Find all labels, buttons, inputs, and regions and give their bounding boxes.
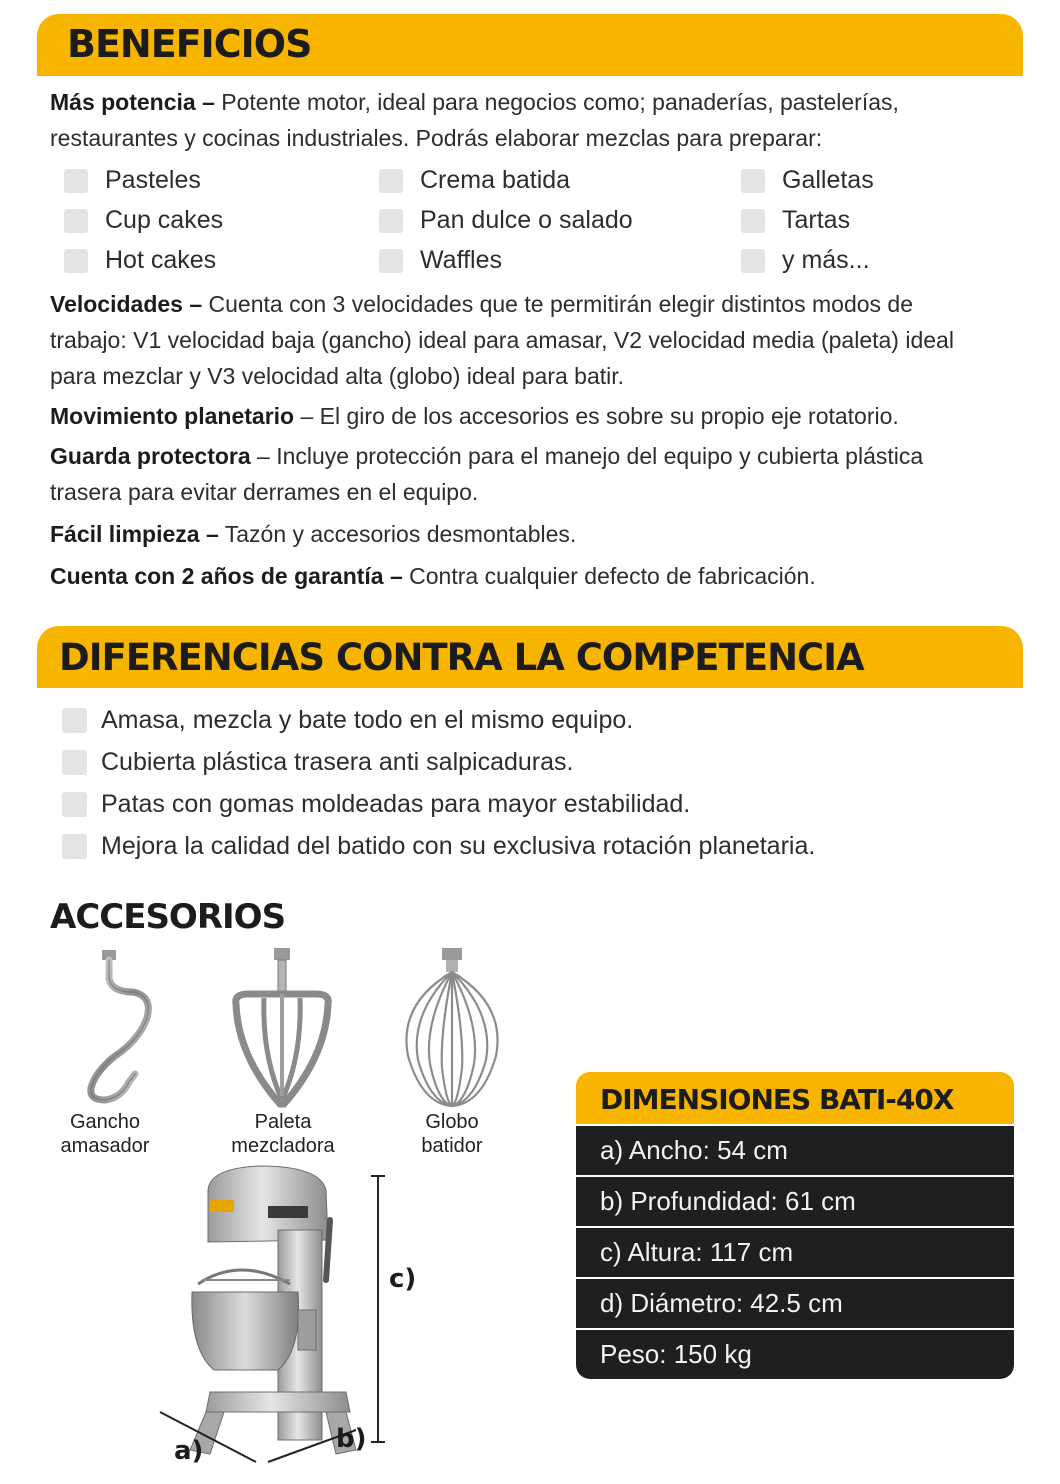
list-item-label: Pasteles xyxy=(105,166,201,194)
dimension-row: d) Diámetro: 42.5 cm xyxy=(576,1277,1014,1328)
list-item xyxy=(62,790,690,819)
guarda-label: Guarda protectora xyxy=(50,443,251,469)
checkbox-icon xyxy=(741,209,765,233)
checkbox-icon xyxy=(741,249,765,273)
accessory-label-paleta xyxy=(203,1110,363,1158)
dimensions-title: DIMENSIONES BATI-40X xyxy=(600,1083,954,1116)
list-item-label: Mejora la calidad del batido con su exclusiva rotación planetaria. xyxy=(101,832,816,860)
accessory-label-line: Paleta xyxy=(254,1111,312,1133)
diferencias-header xyxy=(37,626,1023,688)
dimension-label-a: a) xyxy=(174,1436,204,1466)
diferencias-title: DIFERENCIAS CONTRA LA COMPETENCIA xyxy=(59,636,864,679)
movimiento-paragraph xyxy=(50,398,1025,434)
checkbox-icon xyxy=(64,209,88,233)
checkbox-icon xyxy=(62,834,87,859)
velocidades-label: Velocidades – xyxy=(50,291,203,317)
wire-whisk-icon xyxy=(396,944,508,1114)
checkbox-icon xyxy=(62,750,87,775)
list-item-label: Hot cakes xyxy=(105,246,217,274)
dimension-row: b) Profundidad: 61 cm xyxy=(576,1175,1014,1226)
checkbox-icon xyxy=(741,169,765,193)
limpieza-text: Tazón y accesorios desmontables. xyxy=(224,521,577,547)
velocidades-line2: trabajo: V1 velocidad baja (gancho) ideal para amasar, V2 velocidad media (paleta) ideal xyxy=(50,327,954,353)
garantia-paragraph xyxy=(50,558,1025,594)
checkbox-icon xyxy=(379,209,403,233)
list-item xyxy=(62,706,633,735)
list-item xyxy=(379,246,502,275)
beneficios-header xyxy=(37,14,1023,76)
list-item-label: Pan dulce o salado xyxy=(420,206,633,234)
checkbox-icon xyxy=(64,249,88,273)
list-item-label: Crema batida xyxy=(420,166,571,194)
limpieza-label: Fácil limpieza – xyxy=(50,521,219,547)
mas-potencia-line1: Potente motor, ideal para negocios como; panaderías, pastelerías, xyxy=(221,89,899,115)
list-item xyxy=(741,166,874,195)
list-item xyxy=(741,206,850,235)
list-item xyxy=(64,166,201,195)
mas-potencia-line2: restaurantes y cocinas industriales. Podrás elaborar mezclas para preparar: xyxy=(50,125,823,151)
checkbox-icon xyxy=(379,169,403,193)
list-item xyxy=(64,206,223,235)
limpieza-paragraph xyxy=(50,516,1025,552)
mas-potencia-paragraph xyxy=(50,84,1025,156)
dimension-row: c) Altura: 117 cm xyxy=(576,1226,1014,1277)
movimiento-text: – El giro de los accesorios es sobre su propio eje rotatorio. xyxy=(300,403,899,429)
guarda-line1: – Incluye protección para el manejo del equipo y cubierta plástica xyxy=(257,443,924,469)
list-item xyxy=(62,748,573,777)
checkbox-icon xyxy=(64,169,88,193)
beneficios-title: BENEFICIOS xyxy=(67,22,312,66)
flat-beater-icon xyxy=(226,946,338,1112)
accessory-label-line: amasador xyxy=(60,1135,150,1157)
list-item-label: y más... xyxy=(782,246,870,274)
list-item-label: Cubierta plástica trasera anti salpicaduras. xyxy=(101,748,574,776)
accessory-label-globo xyxy=(372,1110,532,1158)
accessory-label-line: Globo xyxy=(425,1111,479,1133)
accessory-label-line: mezcladora xyxy=(231,1135,335,1157)
accessory-label-line: batidor xyxy=(421,1135,483,1157)
checkbox-icon xyxy=(62,792,87,817)
accesorios-title: ACCESORIOS xyxy=(50,897,286,937)
list-item-label: Cup cakes xyxy=(105,206,224,234)
list-item xyxy=(379,166,570,195)
velocidades-line3: para mezclar y V3 velocidad alta (globo) ideal para batir. xyxy=(50,363,625,389)
list-item-label: Amasa, mezcla y bate todo en el mismo equipo. xyxy=(101,706,634,734)
garantia-text: Contra cualquier defecto de fabricación. xyxy=(409,563,816,589)
dimension-row: a) Ancho: 54 cm xyxy=(576,1124,1014,1175)
accessory-label-gancho xyxy=(25,1110,185,1158)
checkbox-icon xyxy=(379,249,403,273)
accessory-label-line: Gancho xyxy=(69,1111,141,1133)
velocidades-paragraph xyxy=(50,286,1025,394)
dimension-label-b: b) xyxy=(336,1424,367,1454)
list-item xyxy=(64,246,216,275)
list-item xyxy=(379,206,633,235)
dimensions-header xyxy=(576,1072,1014,1124)
checkbox-icon xyxy=(62,708,87,733)
list-item-label: Tartas xyxy=(782,206,851,234)
list-item xyxy=(62,832,815,861)
mas-potencia-label: Más potencia – xyxy=(50,89,215,115)
dimension-label-c: c) xyxy=(389,1264,417,1294)
dough-hook-icon xyxy=(55,948,165,1108)
garantia-label: Cuenta con 2 años de garantía – xyxy=(50,563,403,589)
movimiento-label: Movimiento planetario xyxy=(50,403,295,429)
guarda-paragraph xyxy=(50,438,1025,510)
guarda-line2: trasera para evitar derrames en el equipo. xyxy=(50,479,479,505)
list-item-label: Galletas xyxy=(782,166,874,194)
list-item-label: Waffles xyxy=(420,246,502,274)
list-item xyxy=(741,246,870,275)
velocidades-line1: Cuenta con 3 velocidades que te permitirán elegir distintos modos de xyxy=(208,291,913,317)
dimension-row: Peso: 150 kg xyxy=(576,1328,1014,1379)
dimensions-table xyxy=(576,1072,1014,1379)
list-item-label: Patas con gomas moldeadas para mayor estabilidad. xyxy=(101,790,691,818)
